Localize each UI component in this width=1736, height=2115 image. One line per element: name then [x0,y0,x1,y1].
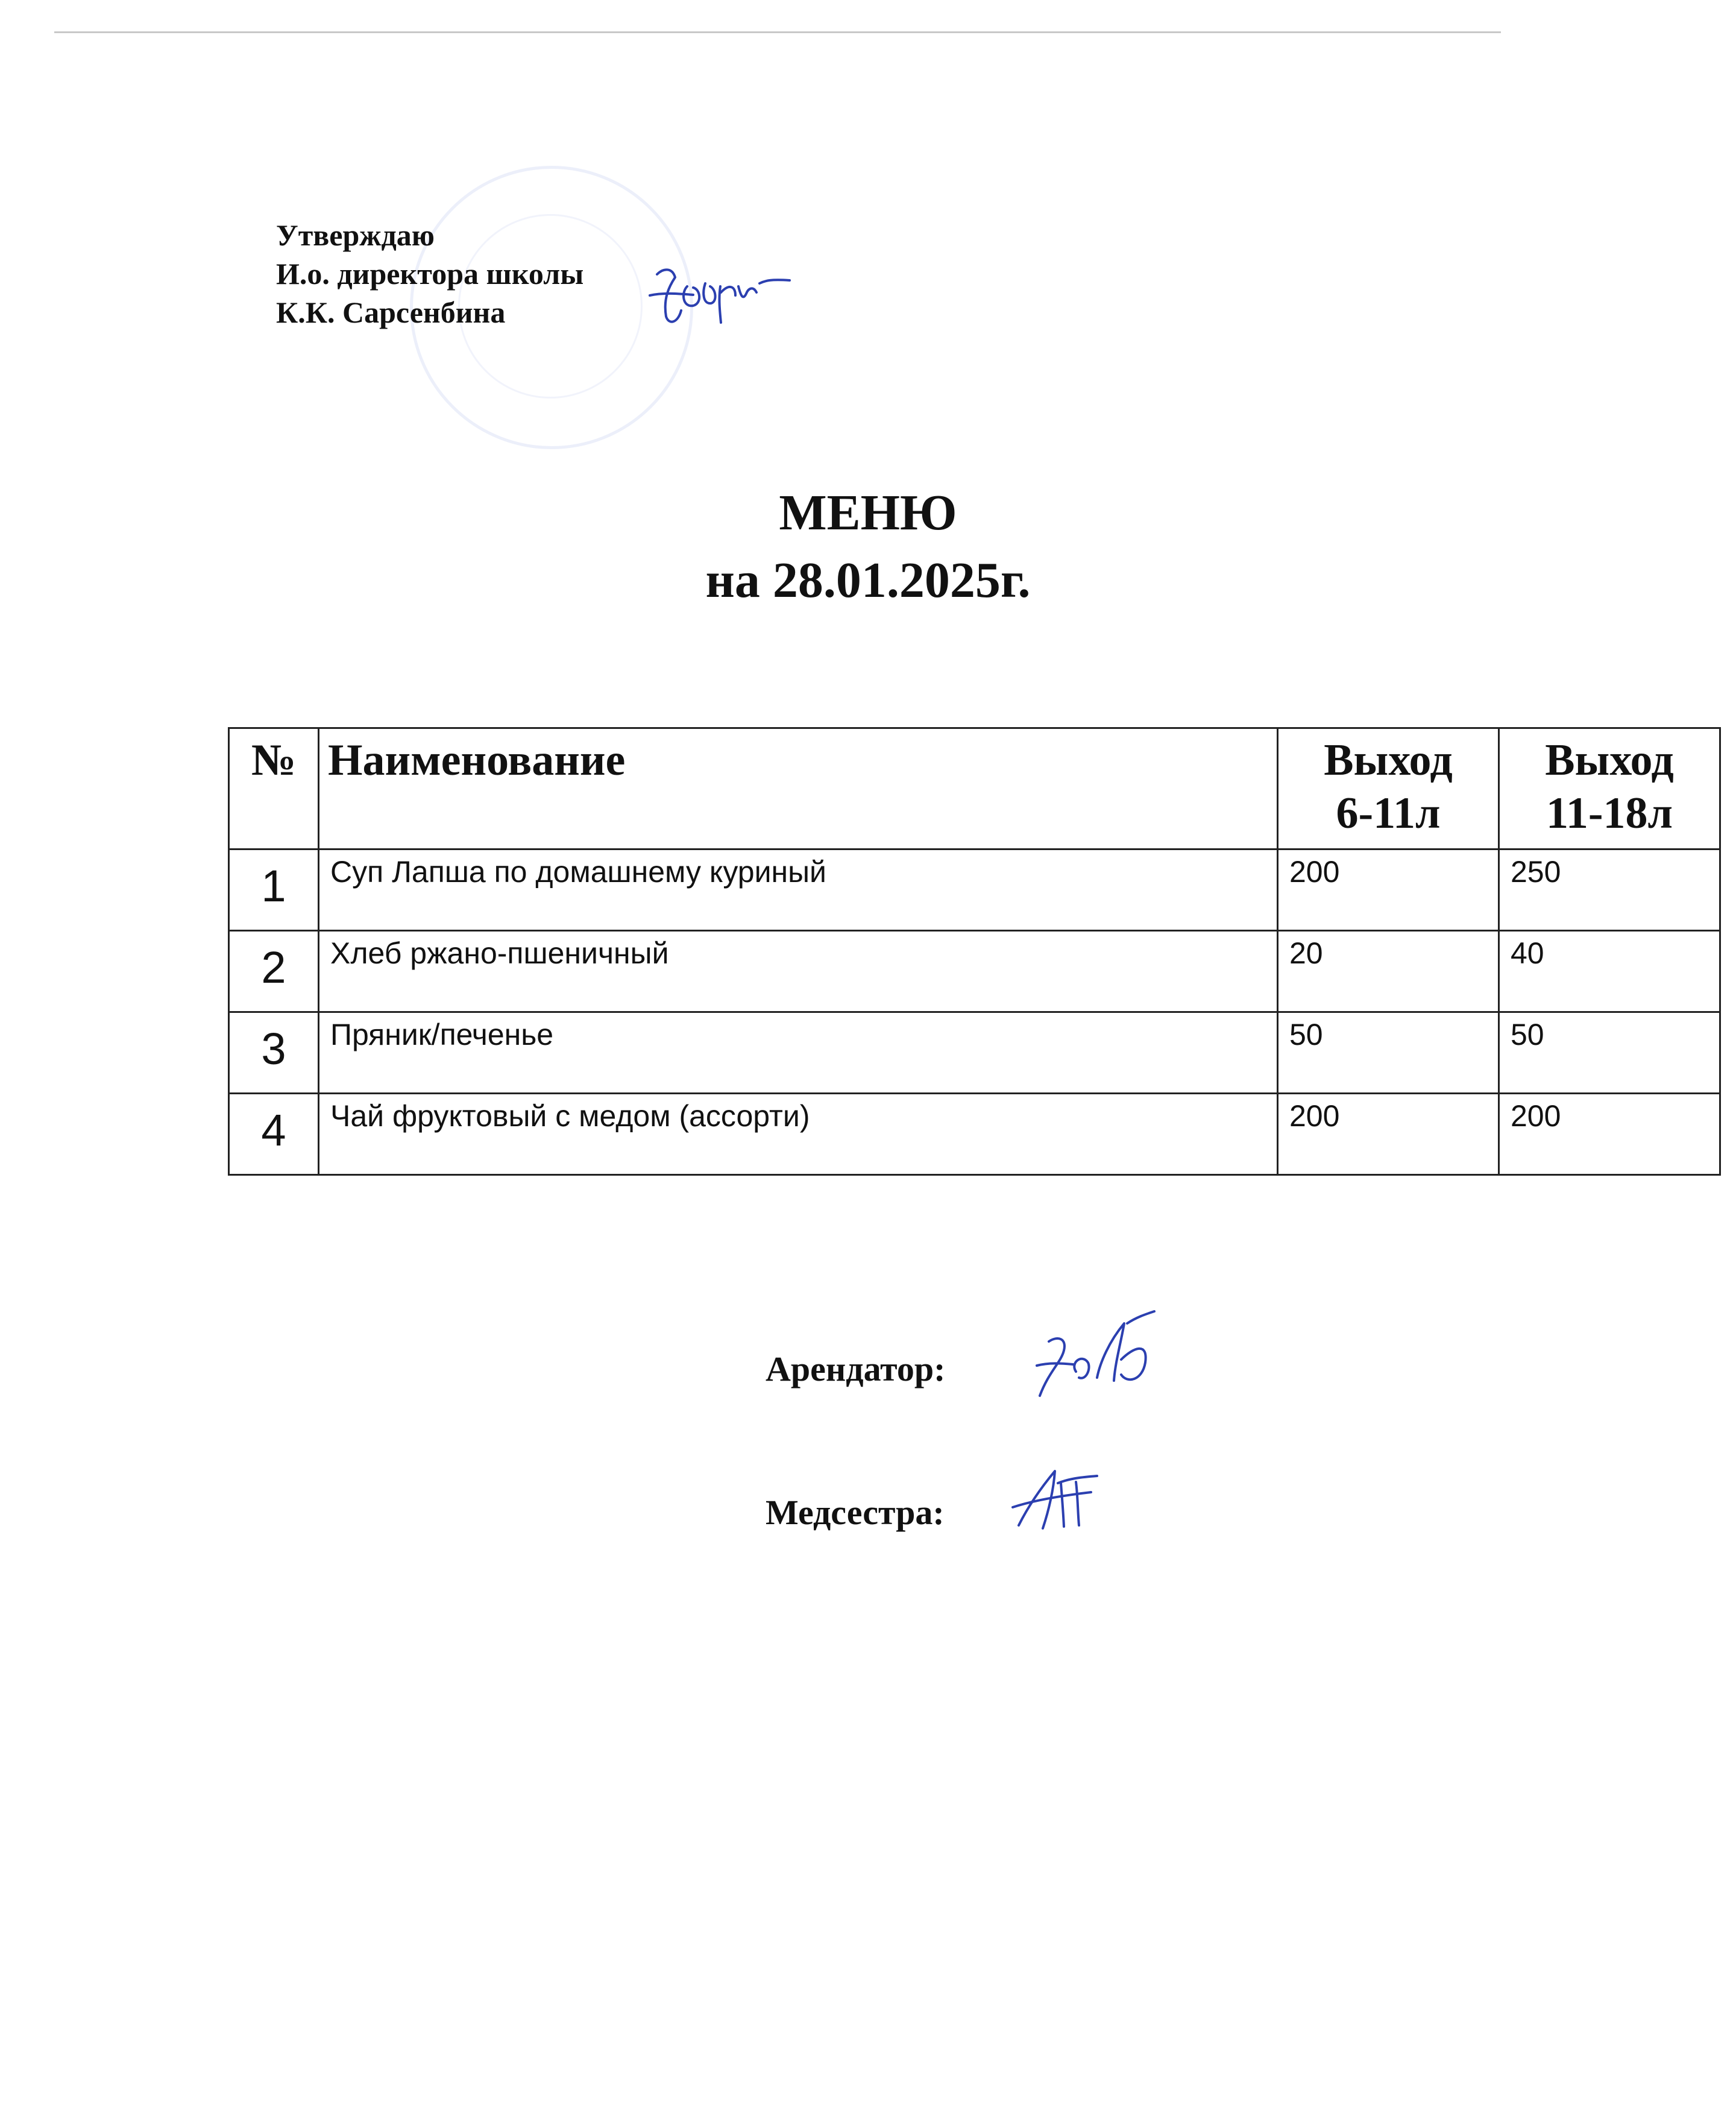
row-yield-11-18: 200 [1499,1094,1720,1175]
header-yield-11-18 [1499,728,1720,849]
row-yield-6-11: 200 [1278,1094,1499,1175]
nurse-sign-label: Медсестра: [766,1493,945,1532]
row-dish-name: Хлеб ржано-пшеничный [319,931,1278,1012]
menu-table [228,727,1721,1176]
approval-line-approve: Утверждаю [276,218,435,252]
table-row [229,849,1720,931]
table-row [229,931,1720,1012]
header-yield-6-11-line1: Выход [1324,736,1453,785]
header-name: Наименование [319,728,1278,849]
header-yield-6-11 [1278,728,1499,849]
header-yield-11-18-line2: 11-18л [1546,789,1673,838]
row-yield-11-18: 40 [1499,931,1720,1012]
approval-block [276,216,583,332]
row-number: 3 [229,1012,319,1094]
row-yield-11-18: 50 [1499,1012,1720,1094]
header-yield-11-18-line1: Выход [1545,736,1674,785]
table-row [229,1094,1720,1175]
header-yield-6-11-line2: 6-11л [1336,789,1441,838]
row-dish-name: Суп Лапша по домашнему куриный [319,849,1278,931]
tenant-signature-icon [1031,1305,1169,1408]
tenant-sign-label: Арендатор: [766,1349,946,1388]
row-number: 2 [229,931,319,1012]
row-yield-6-11: 20 [1278,931,1499,1012]
row-number: 4 [229,1094,319,1175]
title-date: на 28.01.2025г. [705,552,1031,608]
row-number: 1 [229,849,319,931]
header-number: № [229,728,319,849]
table-row [229,1012,1720,1094]
table-header-row [229,728,1720,849]
title-heading: МЕНЮ [779,485,957,541]
row-yield-11-18: 250 [1499,849,1720,931]
nurse-signature-icon [1007,1459,1103,1537]
row-yield-6-11: 200 [1278,849,1499,931]
scan-edge-line [54,31,1501,33]
director-signature-icon [645,250,796,341]
document-title [0,479,1736,614]
approval-line-name: К.К. Сарсенбина [276,295,506,329]
approval-line-position: И.о. директора школы [276,257,584,291]
row-dish-name: Чай фруктовый с медом (ассорти) [319,1094,1278,1175]
row-dish-name: Пряник/печенье [319,1012,1278,1094]
row-yield-6-11: 50 [1278,1012,1499,1094]
